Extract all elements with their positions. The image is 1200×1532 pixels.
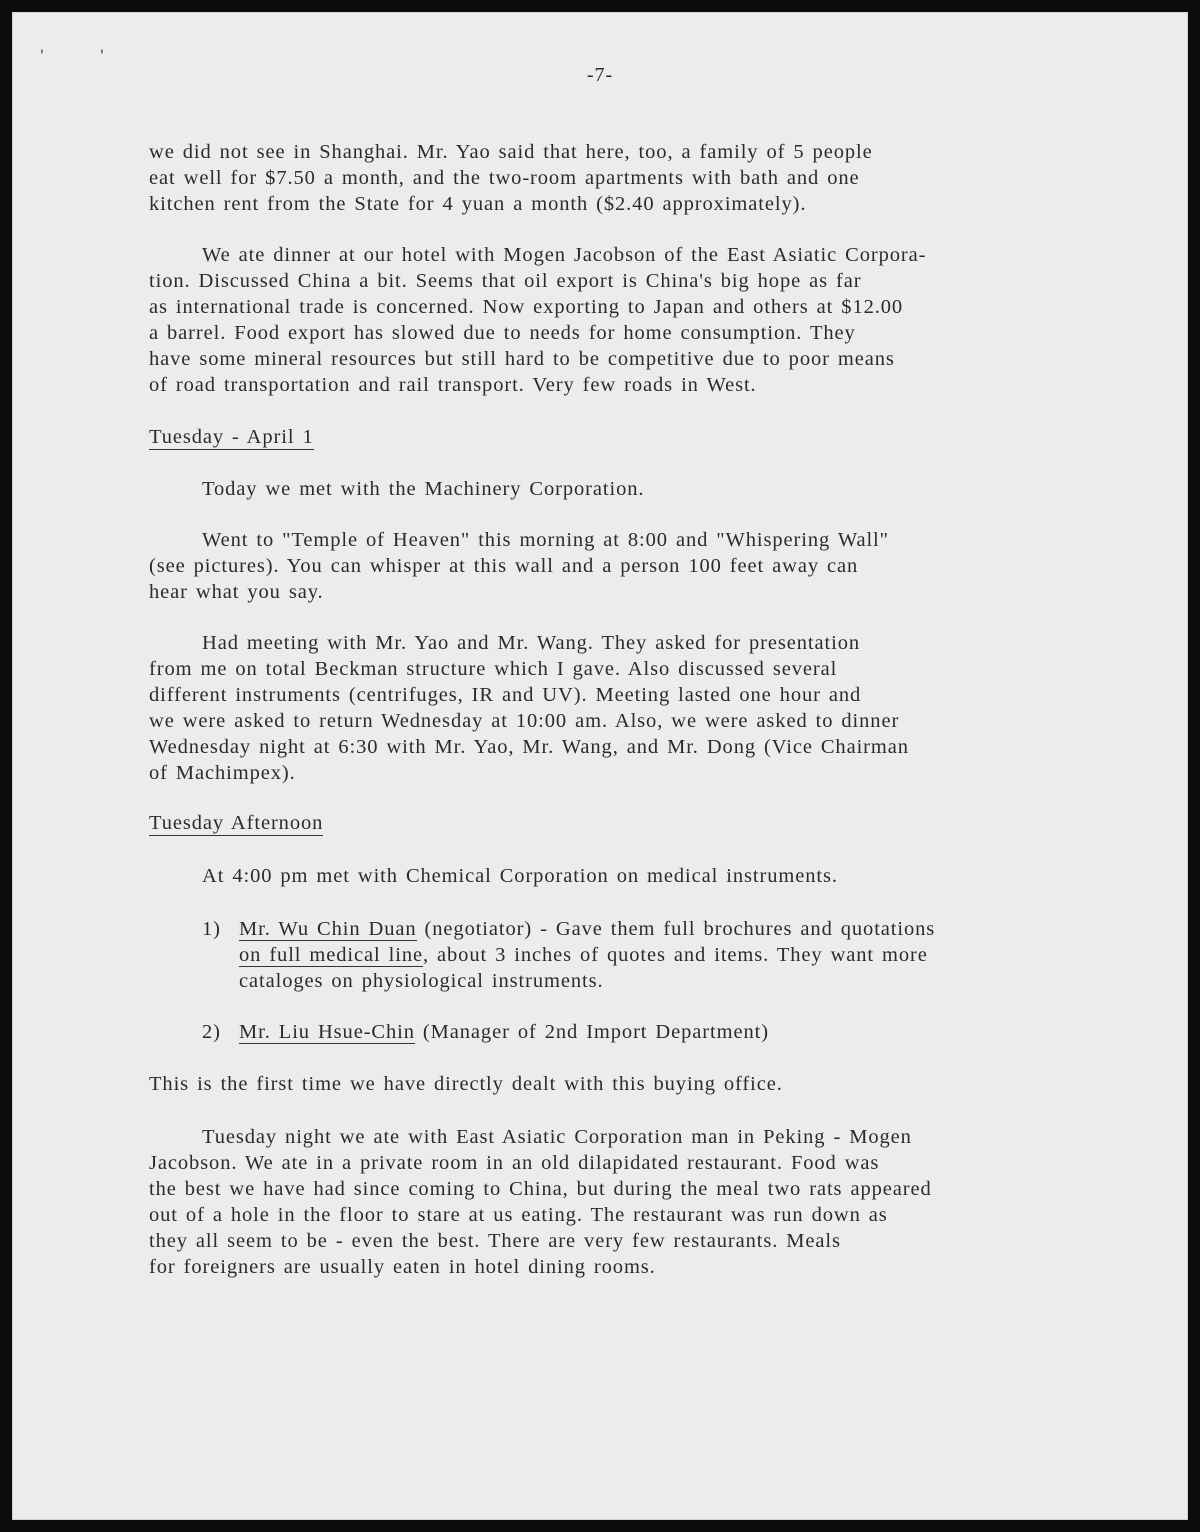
paragraph-2-line: of road transportation and rail transport. Very few roads in West. [149,374,757,396]
paragraph-8-line: Tuesday night we ate with East Asiatic Corporation man in Peking - Mogen [202,1126,912,1148]
margin-punch-mark: ' [40,48,45,64]
list-item-1-text: (negotiator) - Gave them full brochures and quotations [416,918,936,940]
paragraph-5-line: from me on total Beckman structure which I gave. Also discussed several [149,658,838,680]
list-item-1-name: Mr. Wu Chin Duan [239,918,417,940]
list-item-2-text: (Manager of 2nd Import Department) [414,1021,769,1043]
margin-punch-mark: ' [100,48,105,64]
page-number: -7- [586,64,614,86]
list-item-number: 1) [202,918,221,940]
paragraph-8-line: for foreigners are usually eaten in hotel dining rooms. [149,1256,656,1278]
list-item-number: 2) [202,1021,221,1043]
paragraph-8-line: they all seem to be - even the best. There are very few restaurants. Meals [149,1230,841,1252]
paragraph-5-line: Had meeting with Mr. Yao and Mr. Wang. They asked for presentation [202,632,861,654]
paragraph-2-line: a barrel. Food export has slowed due to needs for home consumption. They [149,322,856,344]
paragraph-1-line: kitchen rent from the State for 4 yuan a month ($2.40 approximately). [149,193,807,215]
list-item-1-line-1 [239,917,935,943]
list-item-2-line [239,1020,769,1046]
paragraph-8-line: Jacobson. We ate in a private room in an old dilapidated restaurant. Food was [149,1152,880,1174]
list-item-1-line-3: cataloges on physiological instruments. [239,970,604,992]
paragraph-2-line: have some mineral resources but still hard to be competitive due to poor means [149,348,895,370]
paragraph-6: At 4:00 pm met with Chemical Corporation on medical instruments. [202,865,838,887]
paragraph-4-line: (see pictures). You can whisper at this wall and a person 100 feet away can [149,555,859,577]
paragraph-4-line: hear what you say. [149,581,324,603]
section-heading-tuesday: Tuesday - April 1 [149,426,314,448]
list-item-1-text: , about 3 inches of quotes and items. They want more [422,944,928,966]
paragraph-2-line: tion. Discussed China a bit. Seems that oil export is China's big hope as far [149,270,862,292]
paragraph-8-line: out of a hole in the floor to stare at us eating. The restaurant was run down as [149,1204,888,1226]
section-heading-afternoon: Tuesday Afternoon [149,812,324,834]
paragraph-3: Today we met with the Machinery Corporation. [202,478,645,500]
paragraph-5-line: of Machimpex). [149,762,296,784]
paragraph-1-line: we did not see in Shanghai. Mr. Yao said that here, too, a family of 5 people [149,141,873,163]
paragraph-7: This is the first time we have directly dealt with this buying office. [149,1073,783,1095]
paragraph-4-line: Went to "Temple of Heaven" this morning at 8:00 and "Whispering Wall" [202,529,889,551]
list-item-1-underlined: on full medical line [239,944,423,966]
paragraph-2-line: We ate dinner at our hotel with Mogen Jacobson of the East Asiatic Corpora- [202,244,927,266]
paragraph-5-line: different instruments (centrifuges, IR and UV). Meeting lasted one hour and [149,684,862,706]
paragraph-5-line: Wednesday night at 6:30 with Mr. Yao, Mr. Wang, and Mr. Dong (Vice Chairman [149,736,909,758]
paragraph-5-line: we were asked to return Wednesday at 10:00 am. Also, we were asked to dinner [149,710,900,732]
paragraph-2-line: as international trade is concerned. Now exporting to Japan and others at $12.00 [149,296,904,318]
list-item-2-name: Mr. Liu Hsue-Chin [239,1021,415,1043]
paragraph-1-line: eat well for $7.50 a month, and the two-room apartments with bath and one [149,167,860,189]
list-item-1-line-2 [239,943,928,969]
paragraph-8-line: the best we have had since coming to China, but during the meal two rats appeared [149,1178,932,1200]
